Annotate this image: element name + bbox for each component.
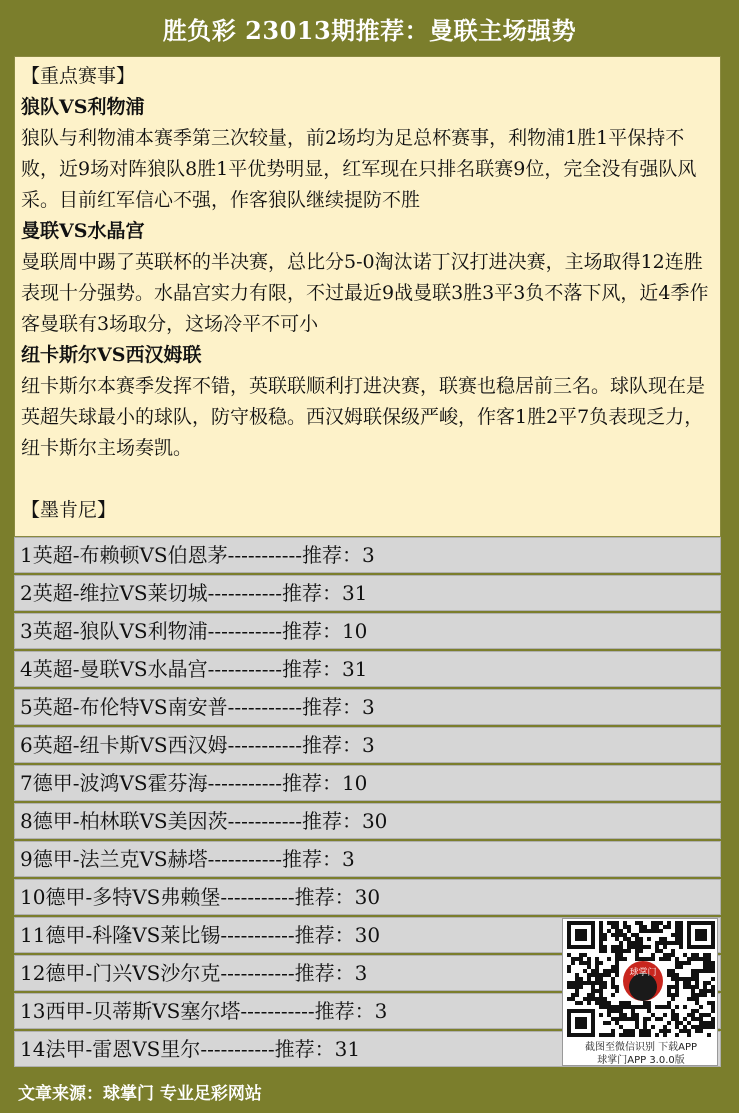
match-analysis-2: 曼联周中踢了英联杯的半决赛，总比分5-0淘汰诺丁汉打进决赛，主场取得12连胜表现十分强势。水晶宫实力有限，不过最近9战曼联3胜3平3负不落下风，近4季作客曼联有3场取分，这场冷平不可小 [21, 251, 709, 335]
match-title-3: 纽卡斯尔VS西汉姆联 [21, 344, 202, 366]
pick-row: 6英超-纽卡斯VS西汉姆-----------推荐：3 [14, 727, 721, 763]
focus-panel [14, 56, 721, 537]
pick-row: 11德甲-科隆VS莱比锡-----------推荐：30 [14, 917, 721, 953]
page-title: 胜负彩 23013期推荐：曼联主场强势 [162, 15, 577, 45]
footer-source: 文章来源：球掌门 专业足彩网站 [18, 1084, 262, 1104]
pick-row: 8德甲-柏林联VS美因茨-----------推荐：30 [14, 803, 721, 839]
qr-code-box[interactable] [562, 918, 718, 1066]
match-analysis-1: 狼队与利物浦本赛季第三次较量，前2场均为足总杯赛事，利物浦1胜1平保持不败，近9场对阵狼队8胜1平优势明显，红军现在只排名联赛9位，完全没有强队风采。目前红军信心不强，作客狼队继续提防不胜 [21, 127, 697, 211]
qr-caption-line1: 截图至微信识别 下载APP [584, 1042, 698, 1053]
pick-row: 12德甲-门兴VS沙尔克-----------推荐：3 [14, 955, 721, 991]
pick-row: 14法甲-雷恩VS里尔-----------推荐：31 [14, 1031, 721, 1067]
pick-row: 13西甲-贝蒂斯VS塞尔塔-----------推荐：3 [14, 993, 721, 1029]
pick-row: 7德甲-波鸿VS霍芬海-----------推荐：10 [14, 765, 721, 801]
focus-heading: 【重点赛事】 [21, 65, 136, 87]
pick-row: 3英超-狼队VS利物浦-----------推荐：10 [14, 613, 721, 649]
pick-row: 10德甲-多特VS弗赖堡-----------推荐：30 [14, 879, 721, 915]
match-title-2: 曼联VS水晶宫 [21, 220, 145, 242]
pick-row: 5英超-布伦特VS南安普-----------推荐：3 [14, 689, 721, 725]
pick-row: 9德甲-法兰克VS赫塔-----------推荐：3 [14, 841, 721, 877]
pick-row: 2英超-维拉VS莱切城-----------推荐：31 [14, 575, 721, 611]
qr-code-icon[interactable] [567, 921, 715, 1037]
pick-row: 4英超-曼联VS水晶宫-----------推荐：31 [14, 651, 721, 687]
match-analysis-3: 纽卡斯尔本赛季发挥不错，英联联顺利打进决赛，联赛也稳居前三名。球队现在是英超失球最小的球队，防守极稳。西汉姆联保级严峻，作客1胜2平7负表现乏力，纽卡斯尔主场奏凯。 [21, 375, 706, 459]
qr-caption-line2: 球掌门APP 3.0.0版 [597, 1055, 685, 1066]
section-heading: 【墨肯尼】 [21, 499, 117, 521]
qr-logo-text: 球掌门 [629, 968, 657, 978]
spacer [21, 464, 714, 495]
match-title-1: 狼队VS利物浦 [21, 96, 145, 118]
pick-row: 1英超-布赖顿VS伯恩茅-----------推荐：3 [14, 537, 721, 573]
